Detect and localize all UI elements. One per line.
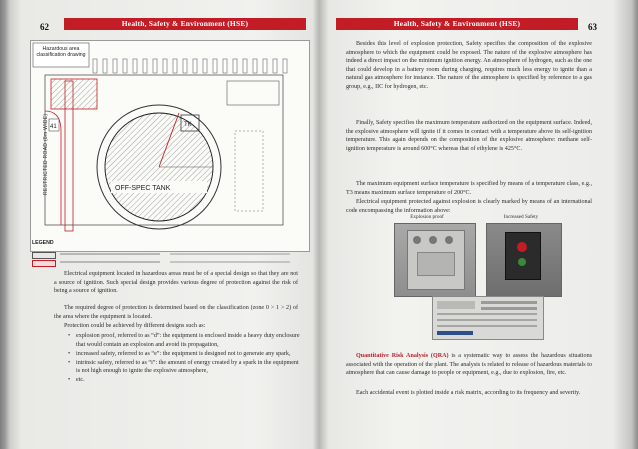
left-paragraph-1: Electrical equipment located in hazardous areas must be of a special design so that they are not a source of ignition. Such special design provides various degree of protection against the risk of being a source of ignition.	[54, 271, 298, 295]
qra-paragraph: Quantitative Risk Analysis (QRA) is a systematic way to assess the hazardous situations associated with the operation of the plant. The analysis is related to release of hazardous materials to atmosphere that can cause damage to people or equipment, e.g., due to explosion, fire, etc.	[346, 353, 592, 377]
right-paragraph-4: Electrical equipment protected against explosion is clearly marked by means of an international code encompassing the information above:	[346, 199, 592, 214]
right-paragraph-2: Finally, Safety specifies the maximum temperature authorized on the equipment surface. Indeed, the explosive atmosphere will ignite if it comes in contact with a temperature above its self-ignition temperature. This again depends on the composition of the explosive atmosphere: methane self-ignition temperature is around 600°C whereas that of ethylene is 425°C.	[346, 120, 592, 152]
legend-swatch-2	[32, 260, 56, 267]
list-item: • increased safety, referred to as “e”: the equipment is designed not to generate any spark,	[68, 350, 300, 359]
list-item: • etc.	[68, 376, 300, 385]
road-label: RESTRICTED ROAD (8m WIDE)	[43, 113, 49, 195]
photo-explosion-proof	[394, 223, 476, 297]
left-paragraph-2: The required degree of protection is determined based on the classification (zone 0 > 1 > 2) of the area where the equipment is located.	[54, 305, 298, 320]
drawing-svg	[31, 41, 309, 251]
header-banner-left: Health, Safety & Environment (HSE)	[64, 18, 306, 30]
tank-label: OFF-SPEC TANK	[115, 185, 171, 192]
photo-increased-safety	[486, 223, 562, 297]
left-paragraph-3: Protection could be achieved by different designs such as:	[64, 323, 206, 329]
right-paragraph-3: The maximum equipment surface temperature is specified by means of a temperature class, e.g., T3 means maximum surface temperature of 200°C.	[346, 181, 592, 196]
list-item: • explosion proof, referred to as “d”: the equipment is enclosed inside a heavy duty enclosure that would contain an explosion and avoid its propagation,	[68, 332, 300, 349]
qra-term: Quantitative Risk Analysis (QRA)	[356, 353, 449, 359]
page-number-left: 62	[40, 22, 49, 32]
svg-text:41: 41	[50, 124, 57, 130]
drawing-legend	[30, 240, 308, 266]
certification-nameplate	[432, 296, 544, 340]
protection-list	[58, 332, 300, 386]
caption-explosion-proof: Explosion proof	[410, 214, 444, 220]
caption-increased-safety: Increased Safety	[503, 214, 539, 220]
page-number-right: 63	[588, 22, 597, 32]
drawing-title: Hazardous area classification drawing	[36, 46, 86, 59]
list-item: • intrinsic safety, referred to as “i”: the amount of energy created by a spark in the equipment is not high enough to ignite the explosive atmosphere,	[68, 359, 300, 376]
legend-label: LEGEND	[32, 240, 54, 246]
right-paragraph-last: Each accidental event is plotted inside a risk matrix, according to its frequency and severity.	[356, 390, 581, 396]
right-paragraph-1: Besides this level of explosion protection, Safety specifies the composition of the explosive atmosphere to which the equipment could be exposed. The nature of the explosive atmosphere has indeed a direct impact on the minimum ignition energy. An atmosphere of hydrogen, such as the one that could develop in a battery room during charging, requires much less energy to ignite than a natural gas atmosphere for instance. The nature of the atmosphere is specified by reference to a gas group, e.g., IIC for hydrogen, etc.	[346, 41, 592, 90]
header-banner-right: Health, Safety & Environment (HSE)	[336, 18, 578, 30]
legend-swatch-1	[32, 252, 56, 259]
hazardous-area-drawing	[30, 40, 310, 252]
